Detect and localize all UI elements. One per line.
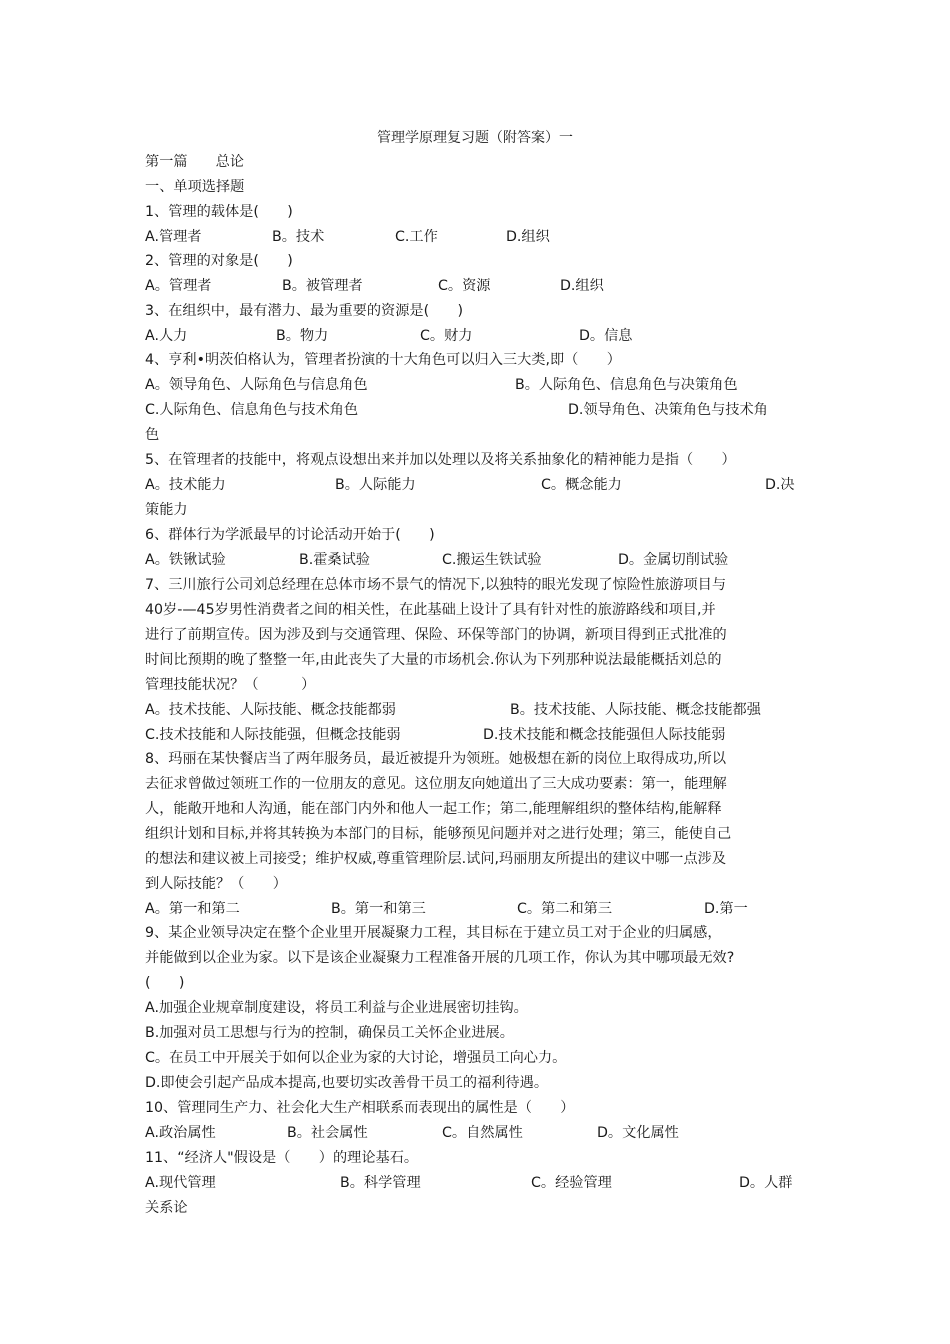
question-1-options — [145, 227, 805, 247]
question-9-stem-line: ( ) — [145, 975, 185, 991]
part-number: 第一篇 — [145, 154, 188, 170]
section-heading: 一、单项选择题 — [145, 179, 245, 195]
question-9-stem-line: 9、某企业领导决定在整个企业里开展凝聚力工程，其目标在于建立员工对于企业的归属感， — [145, 925, 722, 941]
option-d: D.技术技能和概念技能强但人际技能弱 — [483, 727, 726, 743]
option-c: C.工作 — [395, 229, 438, 245]
question-2-stem: 2、管理的对象是( ) — [145, 253, 293, 269]
question-2-options — [145, 276, 805, 296]
question-8-stem-line: 到人际技能？（ ） — [145, 876, 287, 892]
question-8-stem-line: 组织计划和目标,并将其转换为本部门的目标，能够预见问题并对之进行处理；第三，能使自己 — [145, 826, 732, 842]
option-d: D.第一 — [704, 901, 748, 917]
question-11-stem: 11、“经济人"假设是（ ）的理论基石。 — [145, 1150, 419, 1166]
question-10-options — [145, 1123, 805, 1143]
option-b: B。社会属性 — [287, 1125, 368, 1141]
question-11-option-d-continued: 关系论 — [145, 1200, 188, 1216]
question-7-stem-line: 进行了前期宣传。因为涉及到与交通管理、保险、环保等部门的协调，新项目得到正式批准的 — [145, 627, 727, 643]
question-7-stem-line: 7、三川旅行公司刘总经理在总体市场不景气的情况下,以独特的眼光发现了惊险性旅游项目与 — [145, 577, 727, 593]
question-3-stem: 3、在组织中，最有潜力、最为重要的资源是( ) — [145, 303, 464, 319]
question-8-stem-line: 去征求曾做过领班工作的一位朋友的意见。这位朋友向她道出了三大成功要素：第一，能理解 — [145, 776, 727, 792]
option-a: A.政治属性 — [145, 1125, 216, 1141]
option-a: A.现代管理 — [145, 1175, 216, 1191]
question-1-stem: 1、管理的载体是( ) — [145, 204, 293, 220]
option-c: C。概念能力 — [541, 477, 622, 493]
option-b: B。技术技能、人际技能、概念技能都强 — [510, 702, 761, 718]
option-d: D.领导角色、决策角色与技术角 — [568, 402, 768, 418]
question-5-option-d-continued: 策能力 — [145, 502, 188, 518]
option-a: A.管理者 — [145, 229, 202, 245]
question-9-option-d: D.即使会引起产品成本提高,也要切实改善骨干员工的福利待遇。 — [145, 1075, 549, 1091]
question-7-options-row-1 — [145, 700, 805, 720]
option-b: B。技术 — [272, 229, 325, 245]
option-c: C.搬运生铁试验 — [442, 552, 542, 568]
option-a: A。领导角色、人际角色与信息角色 — [145, 377, 368, 393]
option-d: D.组织 — [506, 229, 550, 245]
question-3-options — [145, 326, 805, 346]
question-10-stem: 10、管理同生产力、社会化大生产相联系而表现出的属性是（ ） — [145, 1100, 575, 1116]
part-heading — [145, 152, 244, 172]
question-7-stem-line: 时间比预期的晚了整整一年,由此丧失了大量的市场机会.你认为下列那种说法最能概括刘总的 — [145, 652, 722, 668]
part-name: 总论 — [215, 154, 244, 170]
question-7-stem-line: 管理技能状况？（ ） — [145, 677, 316, 693]
document-title: 管理学原理复习题（附答案）一 — [377, 130, 573, 146]
question-8-stem-line: 的想法和建议被上司接受；维护权威,尊重管理阶层.试问,玛丽朋友所提出的建议中哪一点涉及 — [145, 851, 727, 867]
option-a: A.人力 — [145, 328, 188, 344]
option-b: B。人际能力 — [335, 477, 416, 493]
question-4-options-row-1 — [145, 375, 805, 395]
option-a: A。铁锹试验 — [145, 552, 226, 568]
option-c: C。资源 — [438, 278, 491, 294]
option-b: B。被管理者 — [282, 278, 363, 294]
option-a: A。第一和第二 — [145, 901, 240, 917]
option-c: C.人际角色、信息角色与技术角色 — [145, 402, 359, 418]
option-b: B。科学管理 — [340, 1175, 421, 1191]
option-c: C。自然属性 — [442, 1125, 523, 1141]
question-9-option-b: B.加强对员工思想与行为的控制，确保员工关怀企业进展。 — [145, 1025, 514, 1041]
option-d: D。信息 — [579, 328, 633, 344]
option-d: D.组织 — [560, 278, 604, 294]
question-5-stem: 5、在管理者的技能中，将观点设想出来并加以处理以及将关系抽象化的精神能力是指（ ） — [145, 452, 736, 468]
question-9-option-a: A.加强企业规章制度建设，将员工利益与企业进展密切挂钩。 — [145, 1000, 528, 1016]
option-d: D。人群 — [739, 1175, 793, 1191]
question-8-stem-line: 8、玛丽在某快餐店当了两年服务员，最近被提升为领班。她极想在新的岗位上取得成功,所以 — [145, 751, 727, 767]
option-c: C。第二和第三 — [517, 901, 613, 917]
option-b: B。物力 — [276, 328, 329, 344]
question-4-option-d-continued: 色 — [145, 427, 160, 443]
option-a: A。技术能力 — [145, 477, 226, 493]
option-b: B。人际角色、信息角色与决策角色 — [515, 377, 738, 393]
question-6-options — [145, 550, 805, 570]
option-c: C.技术技能和人际技能强，但概念技能弱 — [145, 727, 401, 743]
question-8-stem-line: 人，能敞开地和人沟通，能在部门内外和他人一起工作；第二,能理解组织的整体结构,能解释 — [145, 801, 722, 817]
option-d: D.决 — [765, 477, 795, 493]
question-11-options — [145, 1173, 805, 1193]
option-d: D。金属切削试验 — [618, 552, 729, 568]
question-6-stem: 6、群体行为学派最早的讨论活动开始于( ) — [145, 527, 435, 543]
question-4-stem: 4、亨利•明茨伯格认为，管理者扮演的十大角色可以归入三大类,即（ ） — [145, 352, 621, 368]
question-9-option-c: C。在员工中开展关于如何以企业为家的大讨论，增强员工向心力。 — [145, 1050, 567, 1066]
option-a: A。技术技能、人际技能、概念技能都弱 — [145, 702, 396, 718]
option-c: C。财力 — [420, 328, 473, 344]
question-8-options — [145, 899, 805, 919]
question-7-options-row-2 — [145, 725, 805, 745]
option-c: C。经验管理 — [531, 1175, 612, 1191]
question-4-options-row-2 — [145, 400, 805, 420]
option-a: A。管理者 — [145, 278, 212, 294]
option-b: B.霍桑试验 — [299, 552, 370, 568]
question-7-stem-line: 40岁-—45岁男性消费者之间的相关性，在此基础上设计了具有针对性的旅游路线和项目,并 — [145, 602, 716, 618]
question-9-stem-line: 并能做到以企业为家。以下是该企业凝聚力工程准备开展的几项工作，你认为其中哪项最无效? — [145, 950, 735, 966]
option-b: B。第一和第三 — [331, 901, 426, 917]
option-d: D。文化属性 — [597, 1125, 679, 1141]
question-5-options — [145, 475, 805, 495]
